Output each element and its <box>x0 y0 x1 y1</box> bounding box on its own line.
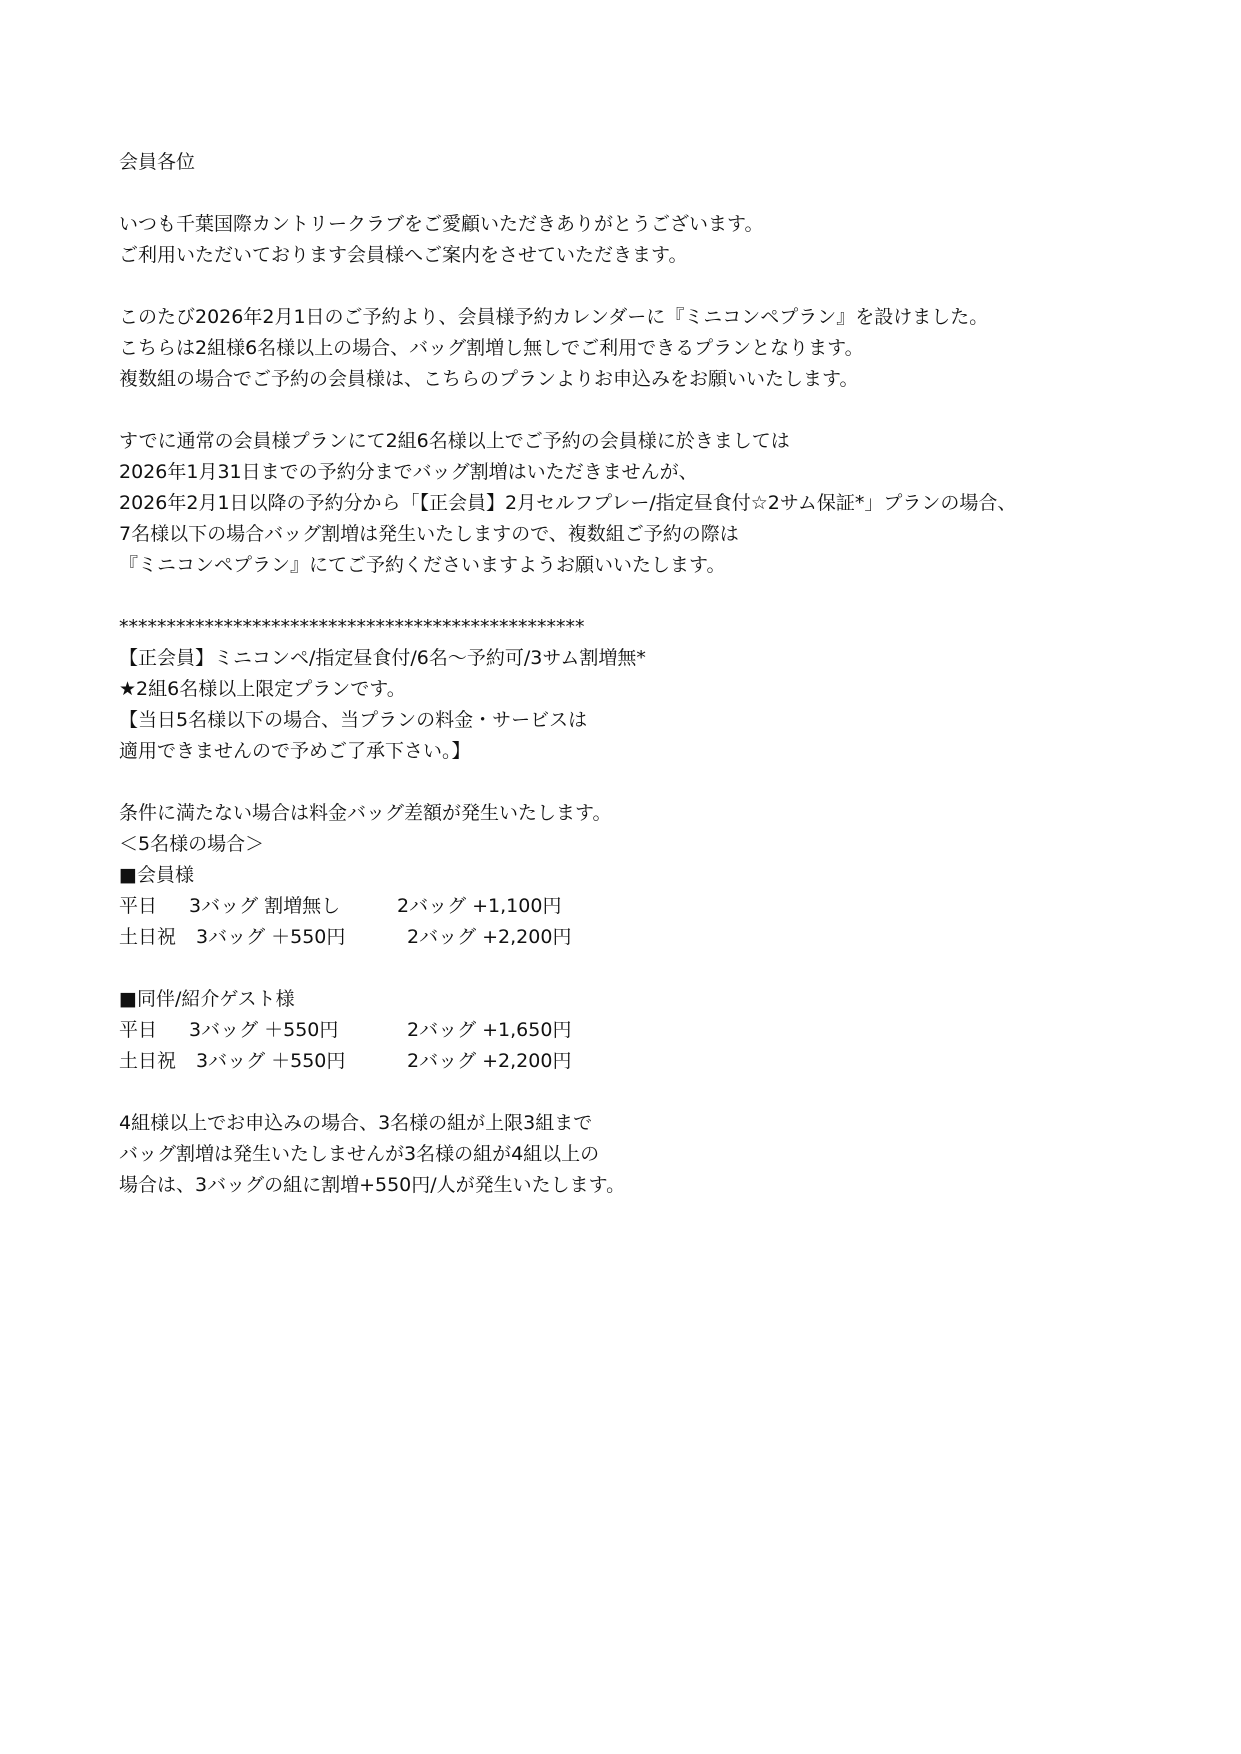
day-label: 土日祝 <box>119 926 177 948</box>
document-body <box>119 147 1179 1201</box>
bag3-price: 3バッグ ＋550円 <box>189 1019 339 1041</box>
spacer <box>119 271 1179 302</box>
footer-line-2: バッグ割増は発生いたしませんが3名様の組が4組以上の <box>119 1143 600 1165</box>
plan-title: 【正会員】ミニコンペ/指定昼食付/6名～予約可/3サム割増無* <box>119 647 646 669</box>
bag2-price: 2バッグ +2,200円 <box>407 1050 572 1072</box>
announcement-line-1: このたび2026年2月1日のご予約より、会員様予約カレンダーに『ミニコンペプラン』を設けました。 <box>119 306 989 328</box>
bag3-price: 3バッグ ＋550円 <box>196 1050 346 1072</box>
announcement-line-2: こちらは2組様6名様以上の場合、バッグ割増し無しでご利用できるプランとなります。 <box>119 337 864 359</box>
bag3-price: 3バッグ ＋550円 <box>196 926 346 948</box>
footer-line-3: 場合は、3バッグの組に割増+550円/人が発生いたします。 <box>119 1174 626 1196</box>
member-row-weekend <box>119 922 1179 953</box>
greeting: 会員各位 <box>119 151 196 173</box>
notice-line-3: 2026年2月1日以降の予約分から「【正会員】2月セルフプレー/指定昼食付☆2サム保証*」プランの場合、 <box>119 492 1017 514</box>
guest-row-weekend <box>119 1046 1179 1077</box>
notice-line-4: 7名様以下の場合バッグ割増は発生いたしますので、複数組ご予約の際は <box>119 523 739 545</box>
plan-caution-line-2: 適用できませんので予めご了承下さい。】 <box>119 740 471 762</box>
day-label: 平日 <box>119 1019 158 1041</box>
member-row-weekday <box>119 891 1179 922</box>
bag2-price: 2バッグ +1,100円 <box>397 895 562 917</box>
footer-line-1: 4組様以上でお申込みの場合、3名様の組が上限3組まで <box>119 1112 593 1134</box>
plan-caution-line-1: 【当日5名様以下の場合、当プランの料金・サービスは <box>119 709 588 731</box>
notice-line-1: すでに通常の会員様プランにて2組6名様以上でご予約の会員様に於きましては <box>119 430 790 452</box>
plan-limited: ★2組6名様以上限定プランです。 <box>119 678 406 700</box>
spacer <box>119 178 1179 209</box>
bag2-price: 2バッグ +1,650円 <box>407 1019 572 1041</box>
announcement-line-3: 複数組の場合でご予約の会員様は、こちらのプランよりお申込みをお願いいたします。 <box>119 368 859 390</box>
day-label: 土日祝 <box>119 1050 177 1072</box>
notice-line-5: 『ミニコンペプラン』にてご予約くださいますようお願いいたします。 <box>119 554 726 576</box>
day-label: 平日 <box>119 895 158 917</box>
intro-line-2: ご利用いただいております会員様へご案内をさせていただきます。 <box>119 244 688 266</box>
guest-heading: ■同伴/紹介ゲスト様 <box>119 988 295 1010</box>
bag3-price: 3バッグ 割増無し <box>189 895 341 917</box>
spacer <box>119 953 1179 984</box>
intro-line-1: いつも千葉国際カントリークラブをご愛顧いただきありがとうございます。 <box>119 213 764 235</box>
spacer <box>119 1077 1179 1108</box>
member-heading: ■会員様 <box>119 864 194 886</box>
conditions-case: ＜5名様の場合＞ <box>119 833 265 855</box>
conditions-intro: 条件に満たない場合は料金バッグ差額が発生いたします。 <box>119 802 612 824</box>
separator: ************************************************* <box>119 616 585 638</box>
spacer <box>119 767 1179 798</box>
notice-line-2: 2026年1月31日までの予約分までバッグ割増はいただきませんが、 <box>119 461 698 483</box>
bag2-price: 2バッグ +2,200円 <box>407 926 572 948</box>
spacer <box>119 395 1179 426</box>
spacer <box>119 581 1179 612</box>
guest-row-weekday <box>119 1015 1179 1046</box>
